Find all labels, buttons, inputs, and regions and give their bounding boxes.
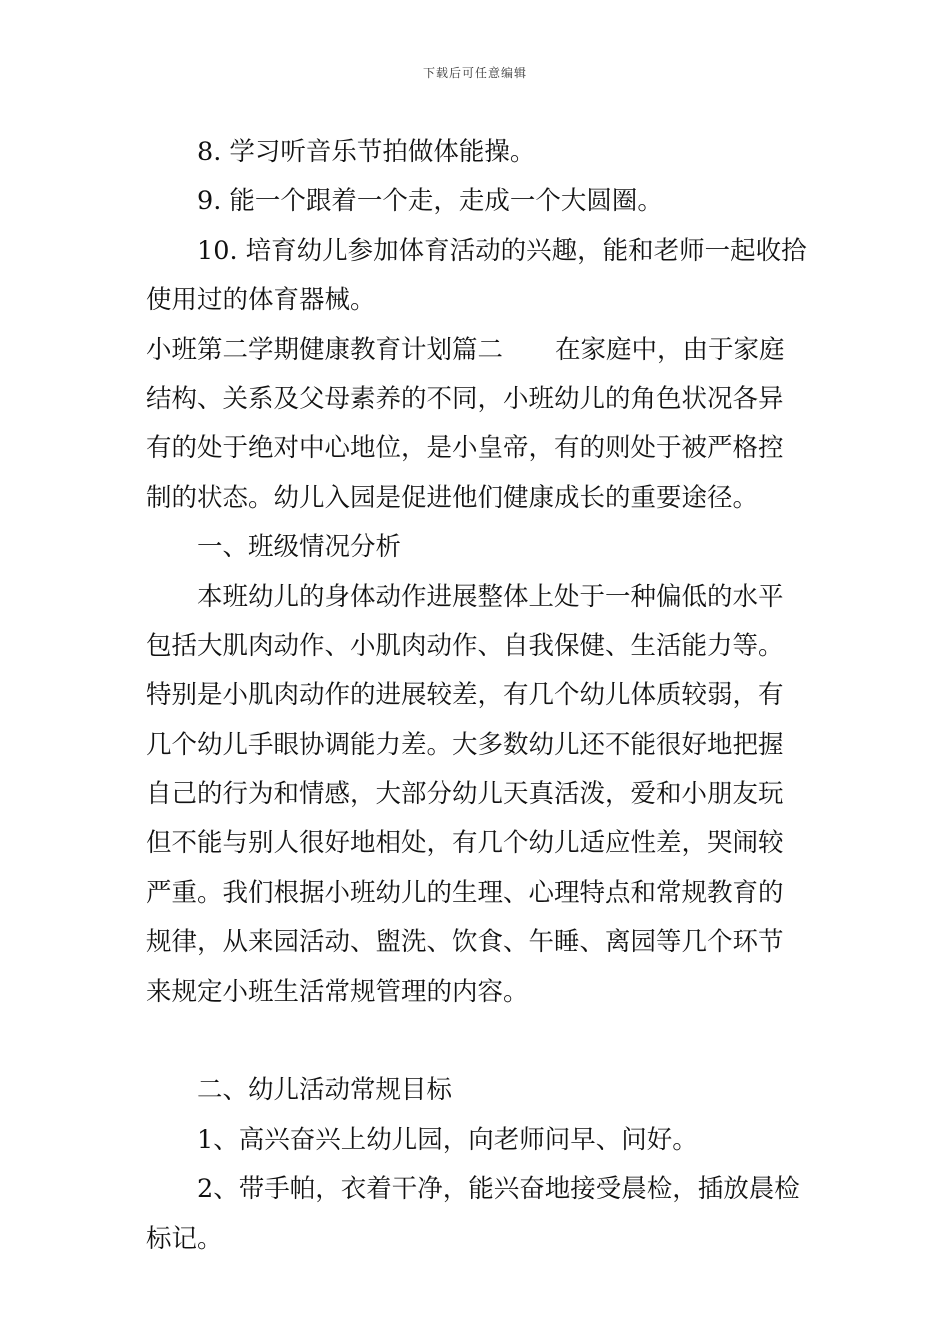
blank-line <box>146 1017 806 1066</box>
section-title: 小班第二学期健康教育计划篇二 <box>146 334 504 365</box>
paragraph-line-3: 特别是小肌肉动作的进展较差，有几个幼儿体质较弱，有 <box>146 680 784 711</box>
paragraph-line-1: 本班幼儿的身体动作进展整体上处于一种偏低的水平 <box>197 581 784 612</box>
paragraph-line-9: 来规定小班生活常规管理的内容。 <box>146 976 529 1007</box>
paragraph-line-4: 几个幼儿手眼协调能力差。大多数幼儿还不能很好地把握 <box>146 729 784 760</box>
goal-item-1: 1、高兴奋兴上幼儿园，向老师问早、问好。 <box>197 1124 698 1155</box>
intro-line-3: 有的处于绝对中心地位，是小皇帝，有的则处于被严格控 <box>146 433 784 464</box>
page-header-note: 下载后可任意编辑 <box>422 66 527 80</box>
paragraph-line-8: 规律，从来园活动、盥洗、饮食、午睡、离园等几个环节 <box>146 927 784 958</box>
heading-class-analysis: 一、班级情况分析 <box>197 532 402 563</box>
list-item-10-line-1: 10. 培育幼儿参加体育活动的兴趣，能和老师一起收拾 <box>197 235 807 266</box>
list-item-8: 8. 学习听音乐节拍做体能操。 <box>197 137 536 167</box>
intro-line-4: 制的状态。幼儿入园是促进他们健康成长的重要途径。 <box>146 482 759 513</box>
paragraph-line-5: 自己的行为和情感，大部分幼儿天真活泼，爱和小朋友玩 <box>146 779 784 810</box>
section-title-row <box>146 326 806 375</box>
paragraph-line-6: 但不能与别人很好地相处，有几个幼儿适应性差，哭闹较 <box>146 828 784 859</box>
paragraph-line-7: 严重。我们根据小班幼儿的生理、心理特点和常规教育的 <box>146 877 784 908</box>
document-body <box>146 128 806 1264</box>
intro-line-2: 结构、关系及父母素养的不同，小班幼儿的角色状况各异 <box>146 383 784 414</box>
intro-text-start: 在家庭中，由于家庭 <box>555 334 785 365</box>
paragraph-line-2: 包括大肌肉动作、小肌肉动作、自我保健、生活能力等。 <box>146 630 784 661</box>
goal-item-2-line-1: 2、带手帕，衣着干净，能兴奋地接受晨检，插放晨检 <box>197 1174 800 1205</box>
goal-item-2-line-2: 标记。 <box>146 1223 223 1254</box>
list-item-10-line-2: 使用过的体育器械。 <box>146 285 376 316</box>
heading-activity-goals: 二、幼儿活动常规目标 <box>197 1075 453 1106</box>
list-item-9: 9. 能一个跟着一个走，走成一个大圆圈。 <box>197 186 663 217</box>
